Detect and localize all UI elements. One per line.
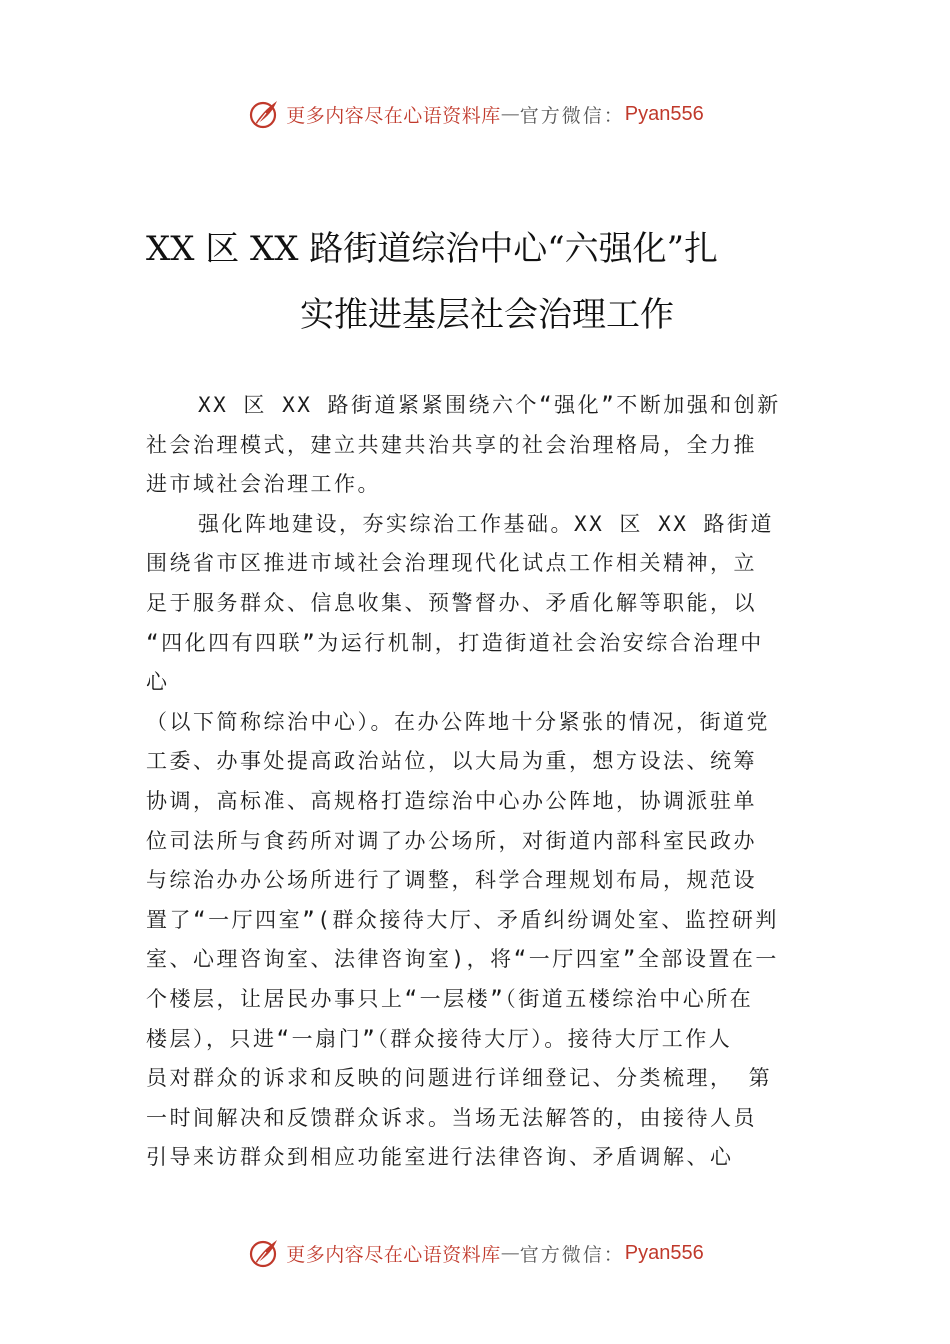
body-line: 一时间解决和反馈群众诉求。当场无法解答的，由接待人员 (146, 1105, 757, 1130)
body-line: 室、心理咨询室、法律咨询室)，将“一厅四室”全部设置在一 (146, 947, 779, 972)
document-title-line-2: 实推进基层社会治理工作 (300, 295, 674, 335)
body-line: 强化阵地建设，夯实综治工作基础。XX 区 XX 路街道 (198, 511, 774, 536)
body-line: 围绕省市区推进市域社会治理现代化试点工作相关精神，立 (146, 551, 757, 576)
document-title-line-1: XX 区 XX 路街道综治中心“六强化”扎 (146, 229, 719, 269)
body-line: 引导来访群众到相应功能室进行法律咨询、矛盾调解、心 (146, 1145, 734, 1170)
body-line: 置了“一厅四室”(群众接待大厅、矛盾纠纷调处室、监控研判 (146, 907, 779, 932)
body-line: 进市域社会治理工作。 (146, 472, 381, 497)
body-line: 工委、办事处提高政治站位，以大局为重，想方设法、统筹 (146, 749, 757, 774)
site-name: 更多内容尽在心语资料库 (286, 104, 501, 127)
body-line: 个楼层，让居民办事只上“一层楼”（街道五楼综治中心所在 (146, 986, 754, 1011)
body-line: “四化四有四联”为运行机制，打造街道社会治安综合治理中 (146, 630, 764, 655)
body-line: 心 (146, 670, 170, 695)
body-line: 足于服务群众、信息收集、预警督办、矛盾化解等职能，以 (146, 590, 757, 615)
body-line: XX 区 XX 路街道紧紧围绕六个“强化”不断加强和创新 (198, 393, 781, 417)
wechat-handle: Pyan556 (624, 102, 704, 125)
banner-separator: — (500, 103, 520, 125)
header-banner (0, 92, 950, 136)
body-line: 位司法所与食药所对调了办公场所，对街道内部科室民政办 (146, 828, 757, 853)
site-name: 更多内容尽在心语资料库 (286, 1243, 501, 1266)
footer-banner (0, 1231, 950, 1275)
body-line: 员对群众的诉求和反映的问题进行详细登记、分类梳理， 第 (146, 1066, 773, 1091)
body-line: （以下简称综治中心）。在办公阵地十分紧张的情况，街道党 (146, 709, 770, 734)
banner-separator: — (500, 1242, 520, 1264)
body-line: 社会治理模式，建立共建共治共享的社会治理格局，全力推 (146, 432, 757, 457)
quill-pen-icon (246, 1235, 282, 1271)
wechat-label: 官方微信： (519, 1243, 625, 1266)
document-body (146, 386, 814, 1178)
body-line: 与综治办办公场所进行了调整，科学合理规划布局，规范设 (146, 868, 757, 893)
wechat-handle: Pyan556 (624, 1241, 704, 1264)
quill-pen-icon (246, 96, 282, 132)
body-line: 协调，高标准、高规格打造综治中心办公阵地，协调派驻单 (146, 788, 757, 813)
wechat-label: 官方微信： (519, 104, 625, 127)
body-line: 楼层），只进“一扇门”（群众接待大厅）。接待大厅工作人 (146, 1026, 733, 1051)
